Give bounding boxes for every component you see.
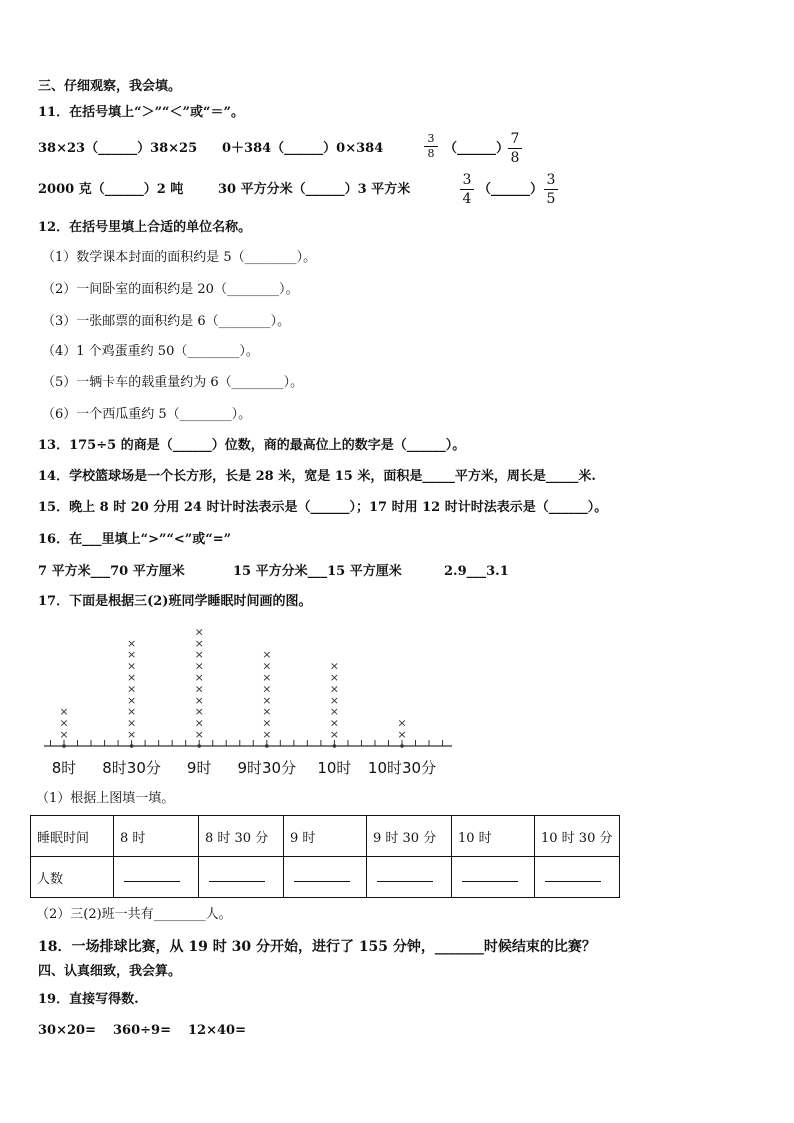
- x-mark: ×: [126, 671, 137, 684]
- q12-item: （3）一张邮票的面积约是 6（________）。: [42, 314, 291, 329]
- q19-c: 12×40=: [188, 1023, 246, 1038]
- q11-row1-frac-right: 7 8: [508, 131, 522, 166]
- x-mark: ×: [194, 648, 204, 662]
- tick-label: 8时: [51, 759, 77, 777]
- q11-row1-b: 0＋384（______）0×384: [222, 141, 384, 156]
- answer-blank-cell[interactable]: [535, 857, 620, 898]
- q17-prompt: 17．下面是根据三(2)班同学睡眠时间画的图。: [38, 594, 312, 609]
- x-mark: ×: [262, 682, 272, 696]
- x-mark: ×: [262, 659, 272, 673]
- x-mark: ×: [329, 682, 340, 696]
- category-dot: [130, 744, 134, 748]
- q12-item: （6）一个西瓜重约 5（________）。: [42, 407, 252, 422]
- x-mark: ×: [194, 728, 204, 741]
- q11-row2-a: 2000 克（______）2 吨: [38, 182, 184, 197]
- q12-item: （2）一间卧室的面积约是 20（________）。: [42, 282, 299, 297]
- x-mark: ×: [262, 693, 272, 707]
- q11-row2-b: 30 平方分米（______）3 平方米: [218, 182, 411, 197]
- q14: 14．学校篮球场是一个长方形，长是 28 米，宽是 15 米，面积是_____平方米，周长是_____米.: [38, 469, 596, 484]
- table-header-cell: 10 时: [452, 816, 535, 857]
- x-mark: ×: [329, 659, 340, 673]
- x-mark: ×: [329, 671, 340, 684]
- x-mark: ×: [262, 728, 272, 741]
- q16-a: 7 平方米___70 平方厘米: [38, 564, 185, 579]
- q19-b: 360÷9=: [113, 1023, 171, 1038]
- x-mark: ×: [262, 671, 272, 684]
- q12-prompt: 12．在括号里填上合适的单位名称。: [38, 220, 252, 235]
- q12-item: （4）1 个鸡蛋重约 50（________）。: [42, 344, 259, 359]
- q12-item: （1）数学课本封面的面积约是 5（________）。: [42, 250, 317, 265]
- x-mark: ×: [59, 728, 69, 741]
- x-mark: ×: [126, 705, 137, 719]
- answer-blank-cell[interactable]: [199, 857, 284, 898]
- table-header-cell: 10 时 30 分: [535, 816, 620, 857]
- q19-prompt: 19．直接写得数.: [38, 992, 139, 1007]
- x-mark: ×: [329, 716, 340, 730]
- tick-label: 10时30分: [367, 759, 437, 777]
- x-mark: ×: [194, 625, 204, 639]
- q11-row2-c-blank: （______）: [478, 182, 544, 197]
- q16-prompt: 16．在___里填上“>”“<”或“=”: [38, 532, 232, 547]
- answer-blank-cell[interactable]: [114, 857, 199, 898]
- answer-blank-cell[interactable]: [367, 857, 452, 898]
- q13: 13．175÷5 的商是（______）位数，商的最高位上的数字是（______）。: [38, 438, 466, 453]
- q11-row1-frac-left: 3 8: [424, 133, 438, 160]
- tick-label: 8时30分: [102, 759, 161, 777]
- x-mark: ×: [194, 671, 204, 684]
- q19-a: 30×20=: [38, 1023, 96, 1038]
- q11-row1-c-blank: （______）: [444, 141, 510, 156]
- x-mark: ×: [329, 728, 340, 741]
- tick-label: 10时: [317, 759, 352, 777]
- tick-label: 9时30分: [237, 759, 297, 777]
- q18: 18．一场排球比赛，从 19 时 30 分开始，进行了 155 分钟，_______时候结束的比赛？: [38, 939, 596, 955]
- table-header-cell: 8 时 30 分: [199, 816, 284, 857]
- x-mark: ×: [126, 728, 137, 741]
- table-row: [31, 857, 620, 898]
- category-dot: [265, 744, 269, 748]
- table-header-row: [31, 816, 620, 857]
- q11-row2-frac-right: 3 5: [544, 172, 558, 207]
- x-mark: ×: [262, 705, 272, 719]
- category-dot: [400, 744, 404, 748]
- table-row-label: 人数: [31, 857, 114, 898]
- x-mark: ×: [194, 705, 204, 719]
- x-mark: ×: [59, 716, 69, 730]
- section-title-4: 四、认真细致，我会算。: [38, 964, 182, 979]
- x-mark: ×: [194, 659, 204, 673]
- category-dot: [197, 744, 201, 748]
- table-header-cell: 9 时: [284, 816, 367, 857]
- x-mark: ×: [329, 693, 340, 707]
- x-mark: ×: [397, 728, 407, 741]
- x-mark: ×: [194, 716, 204, 730]
- x-mark: ×: [126, 636, 137, 650]
- q11-prompt: 11．在括号填上“＞”“＜”或“＝”。: [38, 105, 244, 120]
- x-mark: ×: [397, 716, 407, 730]
- q16-b: 15 平方分米___15 平方厘米: [233, 564, 402, 579]
- x-mark: ×: [194, 636, 204, 650]
- x-mark: ×: [262, 716, 272, 730]
- x-mark: ×: [329, 705, 340, 719]
- x-mark: ×: [126, 659, 137, 673]
- x-mark: ×: [194, 693, 204, 707]
- q11-row1-a: 38×23（______）38×25: [38, 141, 198, 156]
- q12-item: （5）一辆卡车的载重量约为 6（________）。: [42, 375, 304, 390]
- x-mark: ×: [194, 682, 204, 696]
- section-title-3: 三、仔细观察，我会填。: [38, 79, 182, 94]
- x-mark: ×: [126, 682, 137, 696]
- x-mark: ×: [262, 648, 272, 662]
- sleep-table: [30, 815, 620, 898]
- q11-row2-frac-left: 3 4: [460, 172, 474, 207]
- q17-sub2: （2）三(2)班一共有________人。: [36, 907, 232, 922]
- x-mark: ×: [126, 693, 137, 707]
- table-header-cell: 睡眠时间: [31, 816, 114, 857]
- q15: 15．晚上 8 时 20 分用 24 时计时法表示是（______）；17 时用 12 时计时法表示是（______）。: [38, 500, 608, 515]
- q16-c: 2.9___3.1: [444, 564, 509, 579]
- table-header-cell: 9 时 30 分: [367, 816, 452, 857]
- answer-blank-cell[interactable]: [452, 857, 535, 898]
- answer-blank-cell[interactable]: [284, 857, 367, 898]
- category-dot: [62, 744, 66, 748]
- category-dot: [333, 744, 337, 748]
- x-mark: ×: [126, 648, 137, 662]
- x-mark: ×: [59, 705, 69, 719]
- sleep-dot-plot: [38, 622, 468, 782]
- x-mark: ×: [126, 716, 137, 730]
- table-header-cell: 8 时: [114, 816, 199, 857]
- q17-sub1: （1）根据上图填一填。: [36, 791, 175, 806]
- tick-label: 9时: [186, 759, 212, 777]
